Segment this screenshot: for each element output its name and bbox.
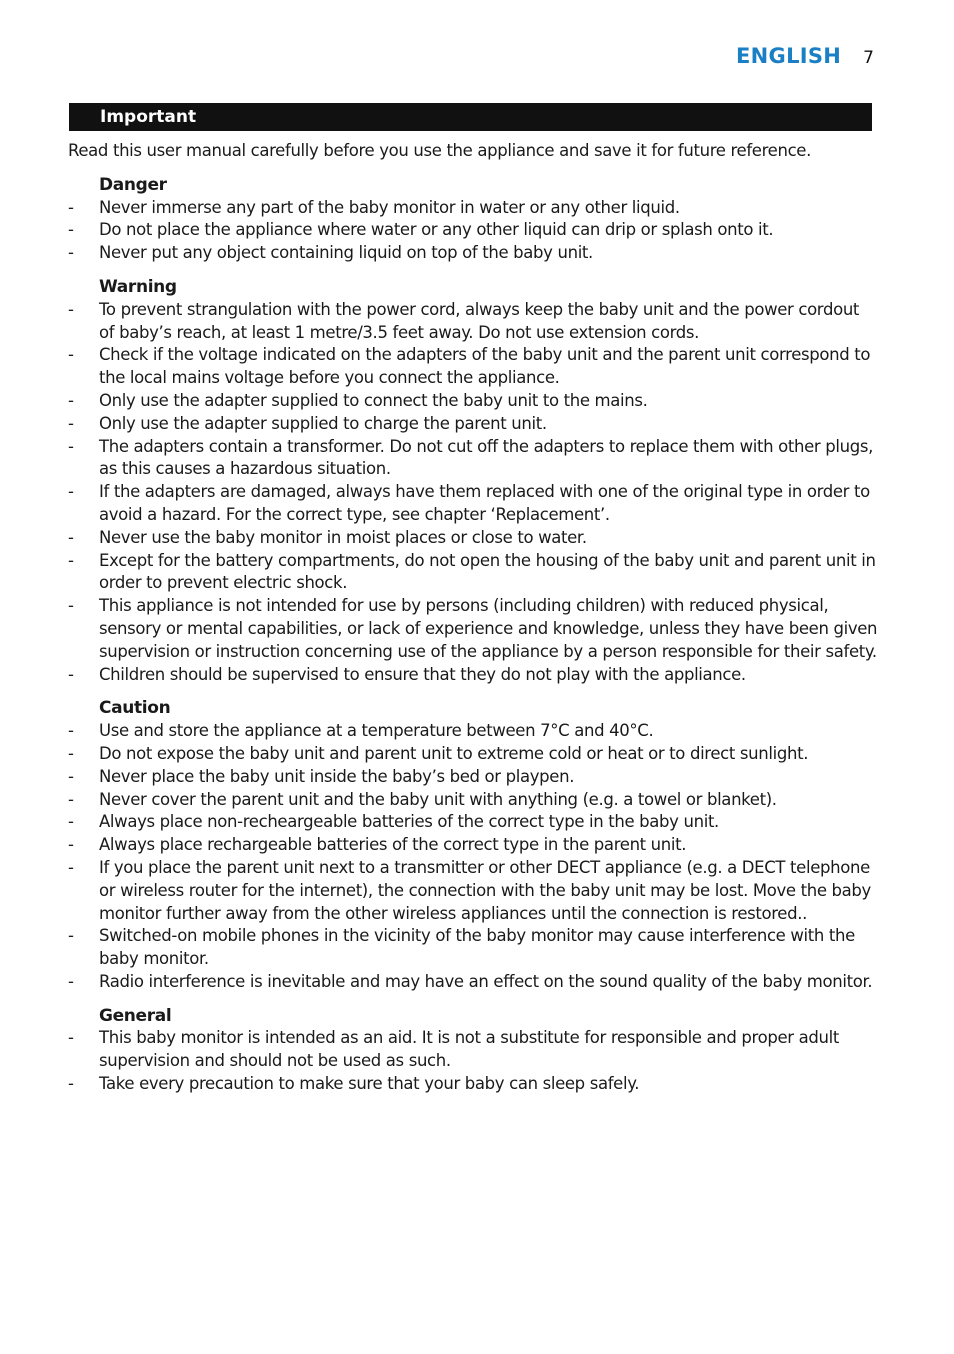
manual-content [68, 140, 878, 1107]
dash-bullet: - [68, 436, 74, 456]
bullet-list [68, 299, 878, 687]
dash-bullet: - [68, 971, 74, 991]
dash-bullet: - [68, 664, 74, 684]
list-item [68, 436, 878, 482]
list-item [68, 390, 878, 413]
list-item-text: Use and store the appliance at a temperature between 7°C and 40°C. [99, 721, 654, 741]
section-title: Warning [99, 276, 177, 297]
dash-bullet: - [68, 550, 74, 570]
list-item [68, 664, 878, 687]
list-item [68, 299, 878, 345]
dash-bullet: - [68, 766, 74, 786]
list-item [68, 413, 878, 436]
list-item [68, 219, 878, 242]
dash-bullet: - [68, 220, 74, 240]
section-title: General [99, 1005, 172, 1026]
bullet-list [68, 197, 878, 265]
list-item [68, 925, 878, 971]
bullet-list [68, 1027, 878, 1095]
list-item-text: Check if the voltage indicated on the adapters of the baby unit and the parent unit correspond to the local mains voltage before you connect the appliance. [99, 345, 871, 388]
list-item-text: Except for the battery compartments, do not open the housing of the baby unit and parent unit in order to prevent electric shock. [99, 550, 876, 593]
intro-paragraph: Read this user manual carefully before you use the appliance and save it for future reference. [68, 141, 812, 160]
list-item-text: Children should be supervised to ensure that they do not play with the appliance. [99, 664, 746, 684]
dash-bullet: - [68, 743, 74, 763]
list-item [68, 1027, 878, 1073]
section-caution [68, 697, 878, 993]
dash-bullet: - [68, 390, 74, 410]
list-item-text: Do not expose the baby unit and parent unit to extreme cold or heat or to direct sunlight. [99, 743, 809, 763]
section-banner-title: Important [100, 107, 197, 127]
list-item-text: Radio interference is inevitable and may have an effect on the sound quality of the baby monitor. [99, 971, 873, 991]
dash-bullet: - [68, 299, 74, 319]
list-item [68, 789, 878, 812]
list-item-text: Never use the baby monitor in moist places or close to water. [99, 527, 587, 547]
section-danger [68, 174, 878, 265]
dash-bullet: - [68, 926, 74, 946]
list-item [68, 971, 878, 994]
section-warning [68, 276, 878, 686]
dash-bullet: - [68, 812, 74, 832]
dash-bullet: - [68, 721, 74, 741]
list-item-text: To prevent strangulation with the power cord, always keep the baby unit and the power cordout of baby’s reach, at least 1 metre/3.5 feet away. Do not use extension cords. [99, 299, 860, 342]
section-general [68, 1005, 878, 1096]
list-item [68, 834, 878, 857]
list-item [68, 344, 878, 390]
list-item-text: Always place non-recheargeable batteries of the correct type in the baby unit. [99, 812, 719, 832]
page-number: 7 [863, 48, 874, 68]
list-item [68, 1073, 878, 1096]
dash-bullet: - [68, 345, 74, 365]
list-item-text: Only use the adapter supplied to connect the baby unit to the mains. [99, 390, 648, 410]
section-title: Danger [99, 174, 167, 195]
dash-bullet: - [68, 527, 74, 547]
section-title: Caution [99, 698, 171, 719]
list-item [68, 743, 878, 766]
list-item-text: If you place the parent unit next to a transmitter or other DECT appliance (e.g. a DECT telephone or wireless router for the internet), the connection with the baby unit may be lost. Move the baby monitor further away from the other wireless appliances until the connection is restored.. [99, 857, 871, 923]
list-item [68, 197, 878, 220]
list-item [68, 766, 878, 789]
list-item [68, 595, 878, 663]
list-item [68, 481, 878, 527]
list-item-text: Never place the baby unit inside the baby’s bed or playpen. [99, 766, 575, 786]
dash-bullet: - [68, 835, 74, 855]
section-banner [69, 103, 872, 131]
list-item-text: Switched-on mobile phones in the vicinity of the baby monitor may cause interference with the baby monitor. [99, 926, 855, 969]
dash-bullet: - [68, 482, 74, 502]
dash-bullet: - [68, 1028, 74, 1048]
list-item [68, 857, 878, 925]
list-item-text: Never immerse any part of the baby monitor in water or any other liquid. [99, 197, 680, 217]
bullet-list [68, 720, 878, 994]
dash-bullet: - [68, 197, 74, 217]
dash-bullet: - [68, 789, 74, 809]
list-item [68, 527, 878, 550]
list-item-text: Always place rechargeable batteries of the correct type in the parent unit. [99, 835, 687, 855]
list-item-text: If the adapters are damaged, always have them replaced with one of the original type in order to avoid a hazard. For the correct type, see chapter ‘Replacement’. [99, 482, 870, 524]
dash-bullet: - [68, 413, 74, 433]
list-item [68, 720, 878, 743]
dash-bullet: - [68, 243, 74, 263]
list-item-text: Do not place the appliance where water or any other liquid can drip or splash onto it. [99, 220, 774, 240]
list-item-text: Take every precaution to make sure that your baby can sleep safely. [99, 1074, 640, 1094]
list-item-text: Never put any object containing liquid on top of the baby unit. [99, 243, 593, 263]
list-item [68, 242, 878, 265]
list-item-text: Never cover the parent unit and the baby unit with anything (e.g. a towel or blanket). [99, 789, 777, 809]
list-item-text: This appliance is not intended for use by persons (including children) with reduced physical, sensory or mental capabilities, or lack of experience and knowledge, unless they have been given supervision or instruction concerning use of the appliance by a person responsible for their safety. [99, 596, 878, 661]
dash-bullet: - [68, 596, 74, 616]
list-item-text: This baby monitor is intended as an aid. It is not a substitute for responsible and proper adult supervision and should not be used as such. [99, 1028, 839, 1071]
safety-sections [68, 174, 878, 1096]
dash-bullet: - [68, 1074, 74, 1094]
list-item [68, 811, 878, 834]
page-header [736, 44, 874, 68]
language-label: ENGLISH [736, 44, 842, 68]
list-item-text: The adapters contain a transformer. Do not cut off the adapters to replace them with other plugs, as this causes a hazardous situation. [99, 436, 873, 479]
dash-bullet: - [68, 857, 74, 877]
list-item [68, 550, 878, 596]
list-item-text: Only use the adapter supplied to charge the parent unit. [99, 413, 547, 433]
